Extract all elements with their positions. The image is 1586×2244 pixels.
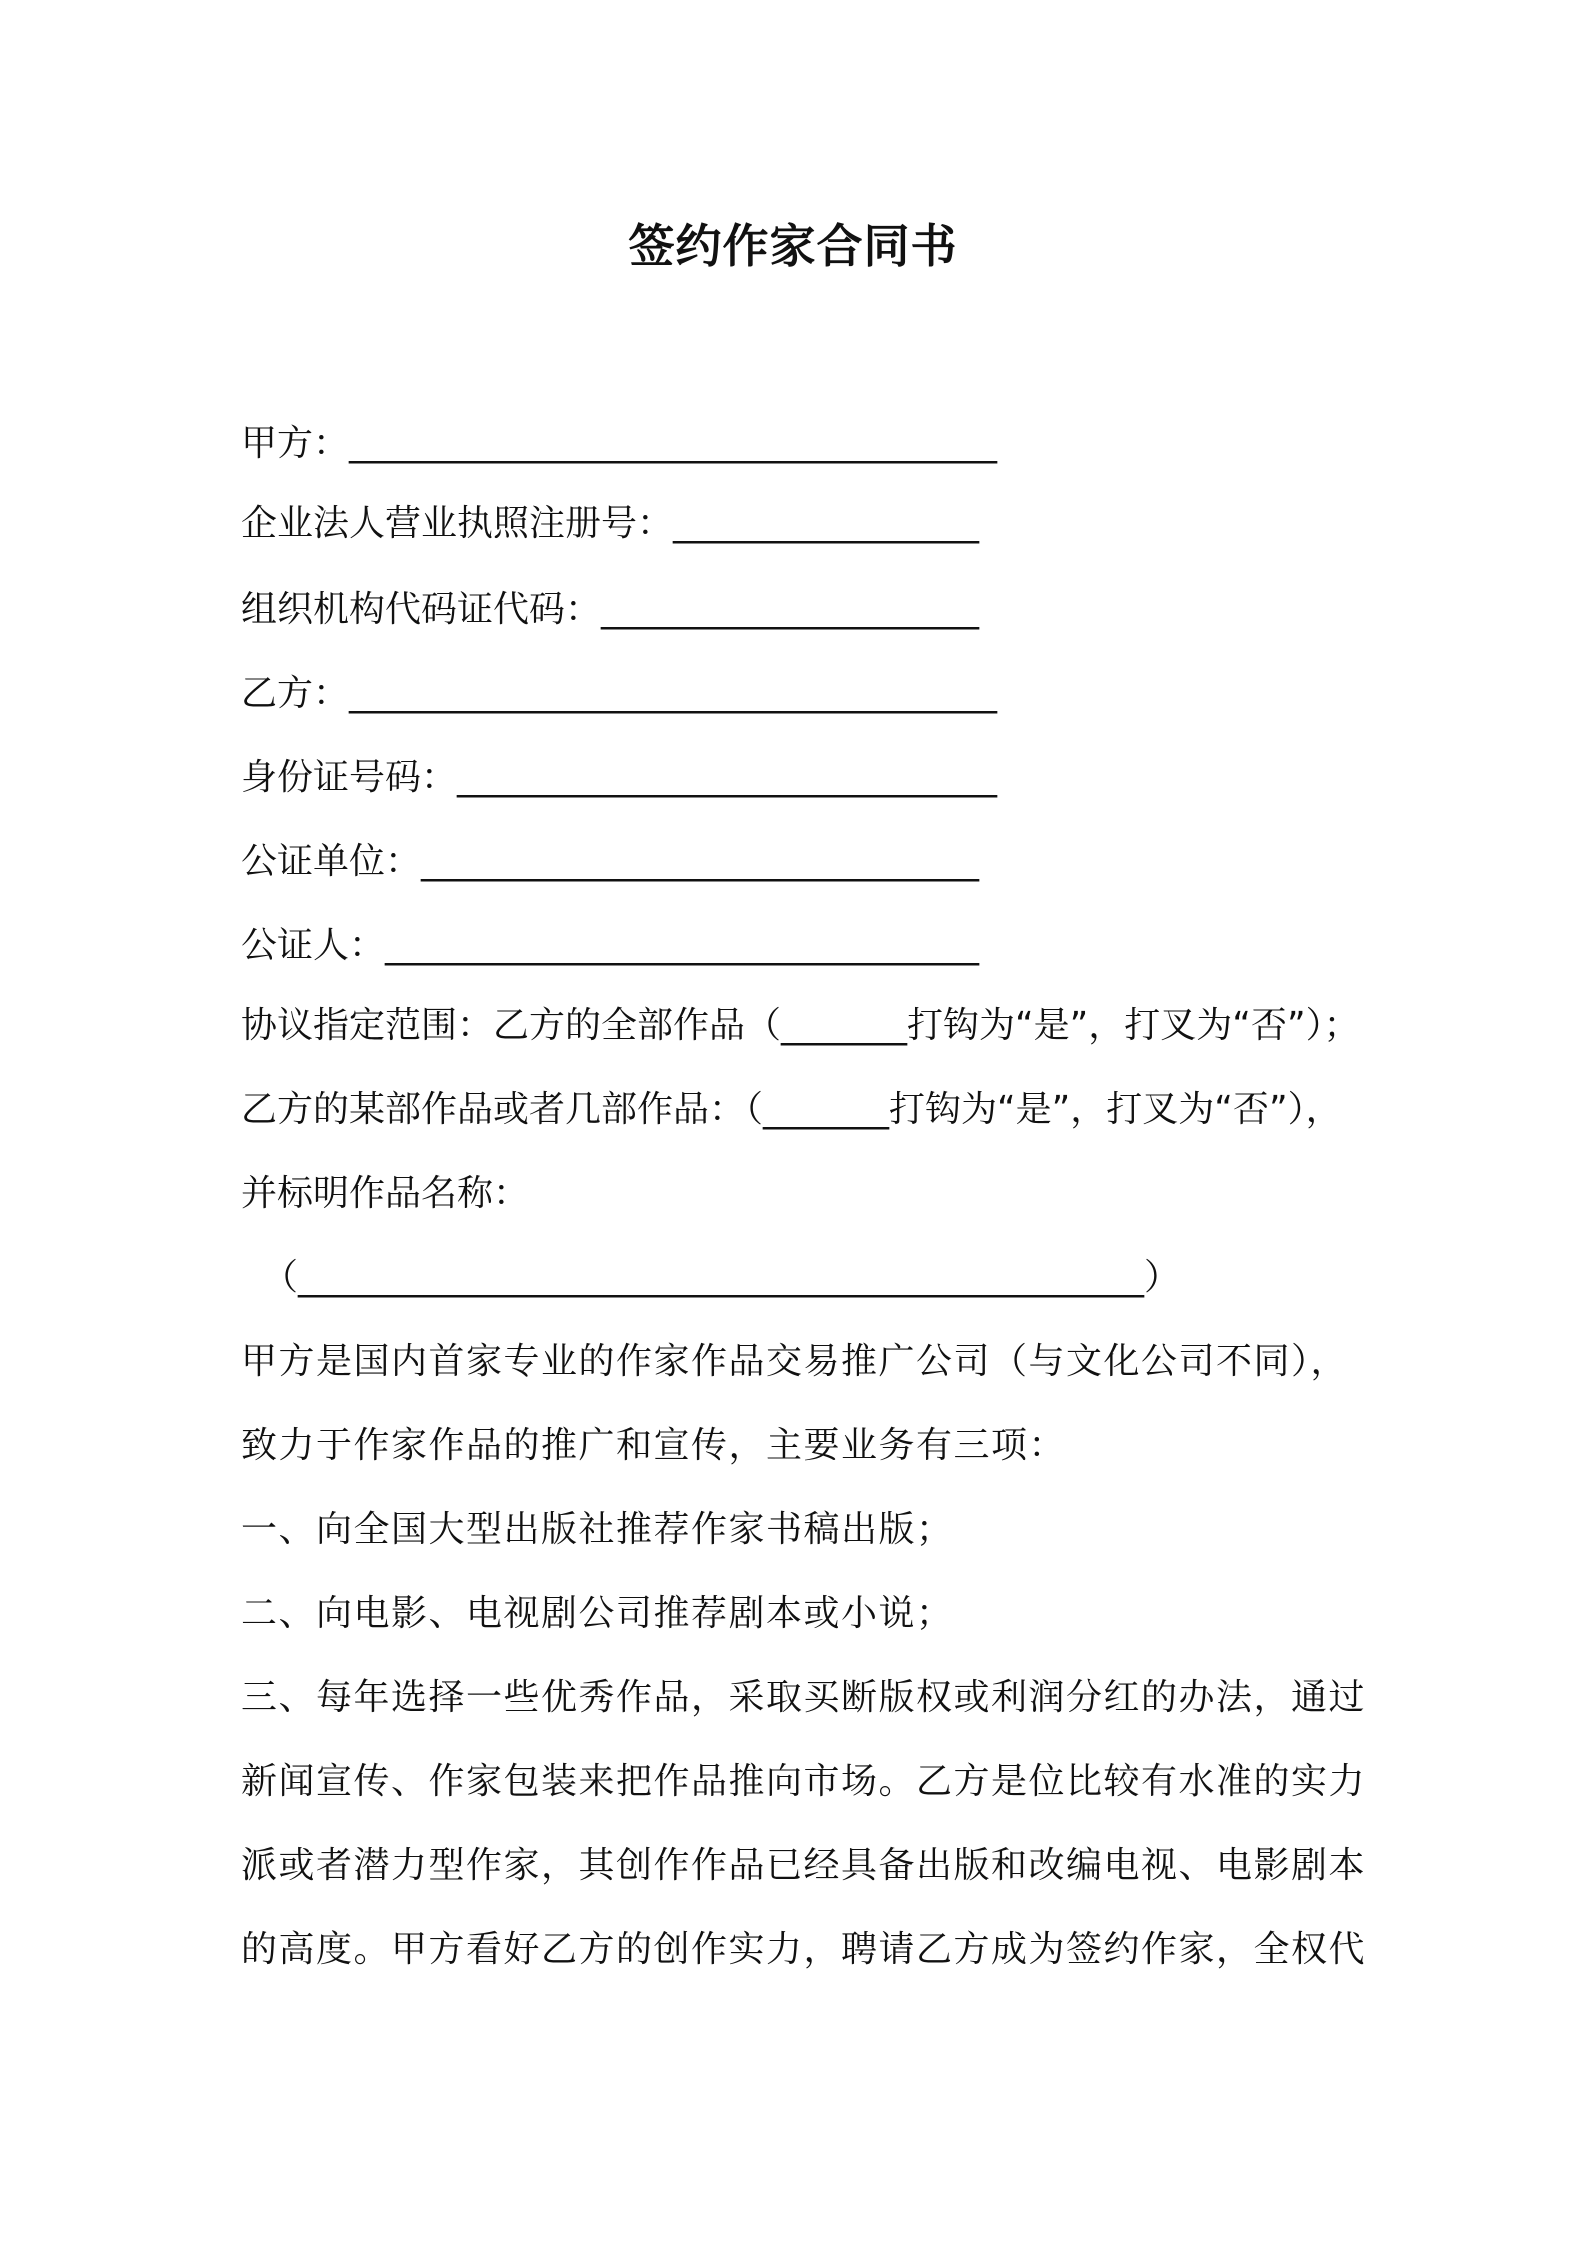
id-number-field: 身份证号码：______________________________: [241, 757, 998, 798]
body-line: 甲方是国内首家专业的作家作品交易推广公司（与文化公司不同），: [241, 1341, 1349, 1382]
body-line: 致力于作家作品的推广和宣传，主要业务有三项：: [241, 1425, 1067, 1466]
body-line: 三、每年选择一些优秀作品，采取买断版权或利润分红的办法，通过: [241, 1677, 1367, 1718]
document-title: 签约作家合同书: [628, 219, 958, 273]
body-line: 二、向电影、电视剧公司推荐剧本或小说；: [241, 1593, 954, 1634]
scope-selected-works: 乙方的某部作品或者几部作品：（_______打钩为“是”，打叉为“否”），: [241, 1089, 1342, 1130]
scope-all-works: 协议指定范围：乙方的全部作品（_______打钩为“是”，打叉为“否”）；: [241, 1005, 1360, 1046]
body-line: 一、向全国大型出版社推荐作家书稿出版；: [241, 1509, 954, 1550]
scope-work-names-label: 并标明作品名称：: [241, 1173, 530, 1214]
notary-person-field: 公证人：_________________________________: [241, 925, 980, 966]
body-line: 的高度。甲方看好乙方的创作实力，聘请乙方成为签约作家，全权代: [241, 1929, 1367, 1970]
body-line: 派或者潜力型作家，其创作作品已经具备出版和改编电视、电影剧本: [241, 1845, 1367, 1886]
organization-code-field: 组织机构代码证代码：_____________________: [241, 589, 980, 630]
body-line: 新闻宣传、作家包装来把作品推向市场。乙方是位比较有水准的实力: [241, 1761, 1367, 1802]
party-b-field: 乙方：____________________________________: [241, 673, 998, 714]
notary-office-field: 公证单位：_______________________________: [241, 841, 980, 882]
party-a-field: 甲方：____________________________________: [241, 423, 998, 464]
business-license-field: 企业法人营业执照注册号：_________________: [241, 503, 980, 544]
scope-work-names-blank: （_______________________________________________）: [262, 1257, 1180, 1298]
